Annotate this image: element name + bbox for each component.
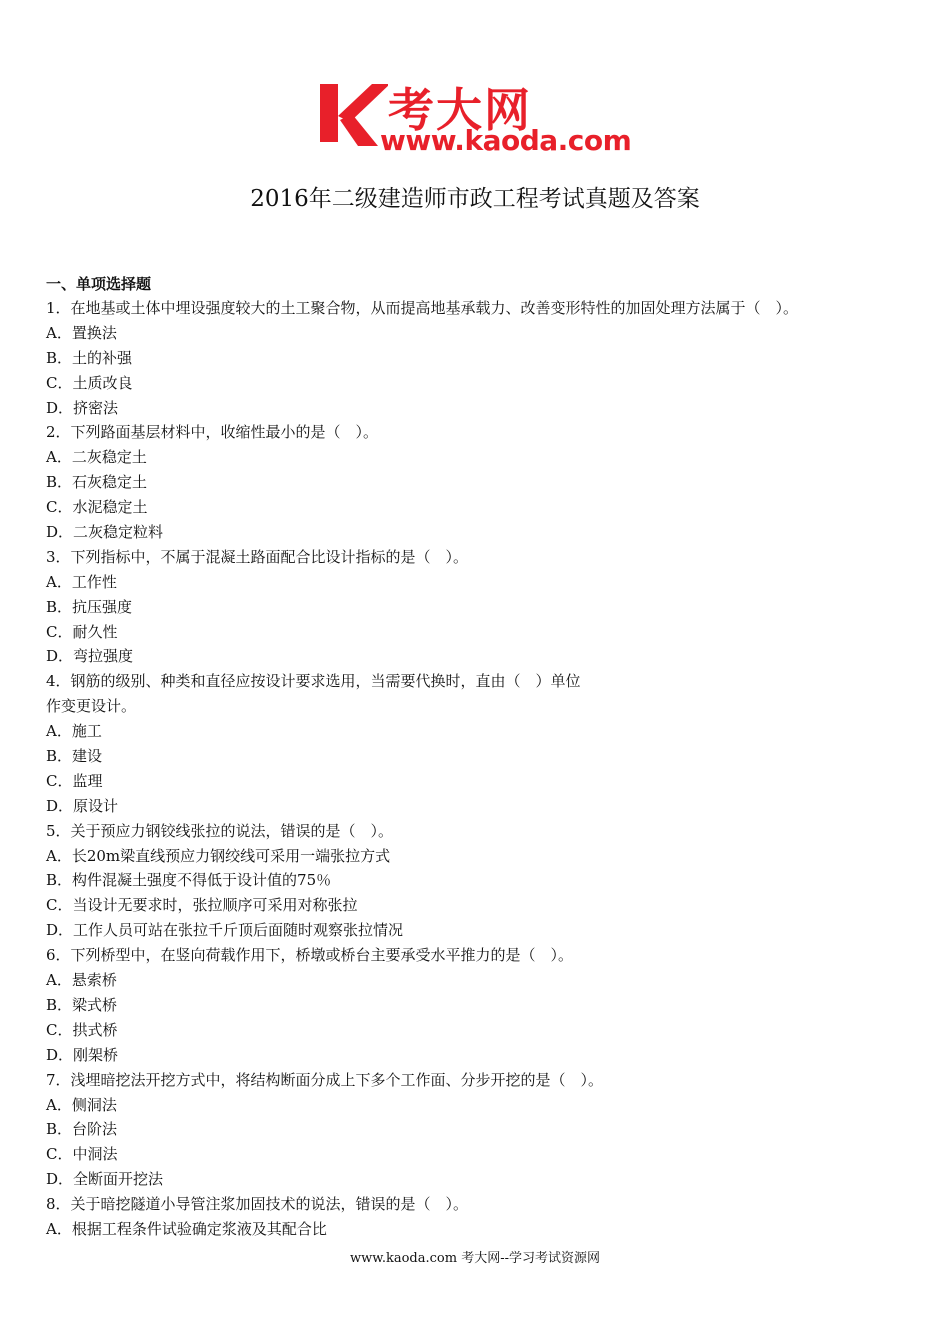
answer-option: C．土质改良	[46, 373, 133, 392]
answer-option: B．抗压强度	[46, 597, 133, 616]
answer-option: D．原设计	[46, 796, 119, 815]
document-title: 2016年二级建造师市政工程考试真题及答案	[250, 186, 700, 212]
question-text-continued: 作变更设计。	[46, 697, 137, 716]
answer-option: D．挤密法	[46, 398, 119, 417]
answer-option: A．二灰稳定土	[46, 448, 147, 467]
answer-option: A．悬索桥	[46, 971, 117, 990]
answer-option: C．水泥稳定土	[46, 498, 148, 517]
question-text: 4．钢筋的级别、种类和直径应按设计要求选用，当需要代换时，直由（ ）单位	[46, 672, 581, 691]
answer-option: B．建设	[46, 747, 103, 766]
logo-url-text: www.kaoda.com	[380, 124, 632, 157]
answer-option: C．中洞法	[46, 1145, 118, 1164]
answer-option: D．刚架桥	[46, 1045, 119, 1064]
question-text: 7．浅埋暗挖法开挖方式中，将结构断面分成上下多个工作面、分步开挖的是（ ）。	[46, 1070, 604, 1089]
answer-option: B．台阶法	[46, 1120, 118, 1139]
question-text: 6．下列桥型中，在竖向荷载作用下，桥墩或桥台主要承受水平推力的是（ ）。	[46, 946, 574, 965]
question-text: 2．下列路面基层材料中，收缩性最小的是（ ）。	[46, 423, 379, 442]
answer-option: B．土的补强	[46, 348, 133, 367]
answer-option: B．梁式桥	[46, 995, 118, 1014]
question-text: 1．在地基或土体中埋设强度较大的土工聚合物，从而提高地基承载力、改善变形特性的加固处理方法属于（ ）。	[46, 299, 799, 317]
answer-option: A．长20m梁直线预应力钢绞线可采用一端张拉方式	[46, 846, 391, 865]
question-text: 8．关于暗挖隧道小导管注浆加固技术的说法，错误的是（ ）。	[46, 1195, 469, 1214]
answer-option: C．监理	[46, 771, 103, 790]
answer-option: A．置换法	[46, 323, 117, 342]
answer-option: B．构件混凝土强度不得低于设计值的75％	[46, 871, 332, 890]
answer-option: D．工作人员可站在张拉千斤顶后面随时观察张拉情况	[46, 921, 404, 940]
question-text: 5．关于预应力钢铰线张拉的说法，错误的是（ ）。	[46, 821, 394, 840]
answer-option: A．侧洞法	[46, 1095, 117, 1114]
page-footer: www.kaoda.com 考大网--学习考试资源网	[350, 1251, 600, 1266]
section-heading: 一、单项选择题	[46, 275, 152, 293]
kaoda-logo	[318, 80, 638, 160]
k-logo-icon	[318, 80, 388, 150]
answer-option: A．工作性	[46, 572, 117, 591]
answer-option: A．施工	[46, 722, 102, 741]
question-list	[46, 296, 926, 1242]
answer-option: A．根据工程条件试验确定浆液及其配合比	[46, 1219, 327, 1238]
answer-option: D．弯拉强度	[46, 647, 134, 666]
logo-chinese-text: 考大网	[388, 83, 532, 137]
answer-option: B．石灰稳定土	[46, 473, 148, 492]
answer-option: C．当设计无要求时，张拉顺序可采用对称张拉	[46, 896, 358, 915]
answer-option: D．全断面开挖法	[46, 1170, 164, 1189]
question-text: 3．下列指标中，不属于混凝土路面配合比设计指标的是（ ）。	[46, 547, 469, 566]
answer-option: D．二灰稳定粒料	[46, 523, 164, 542]
answer-option: C．耐久性	[46, 622, 118, 641]
answer-option: C．拱式桥	[46, 1020, 118, 1039]
